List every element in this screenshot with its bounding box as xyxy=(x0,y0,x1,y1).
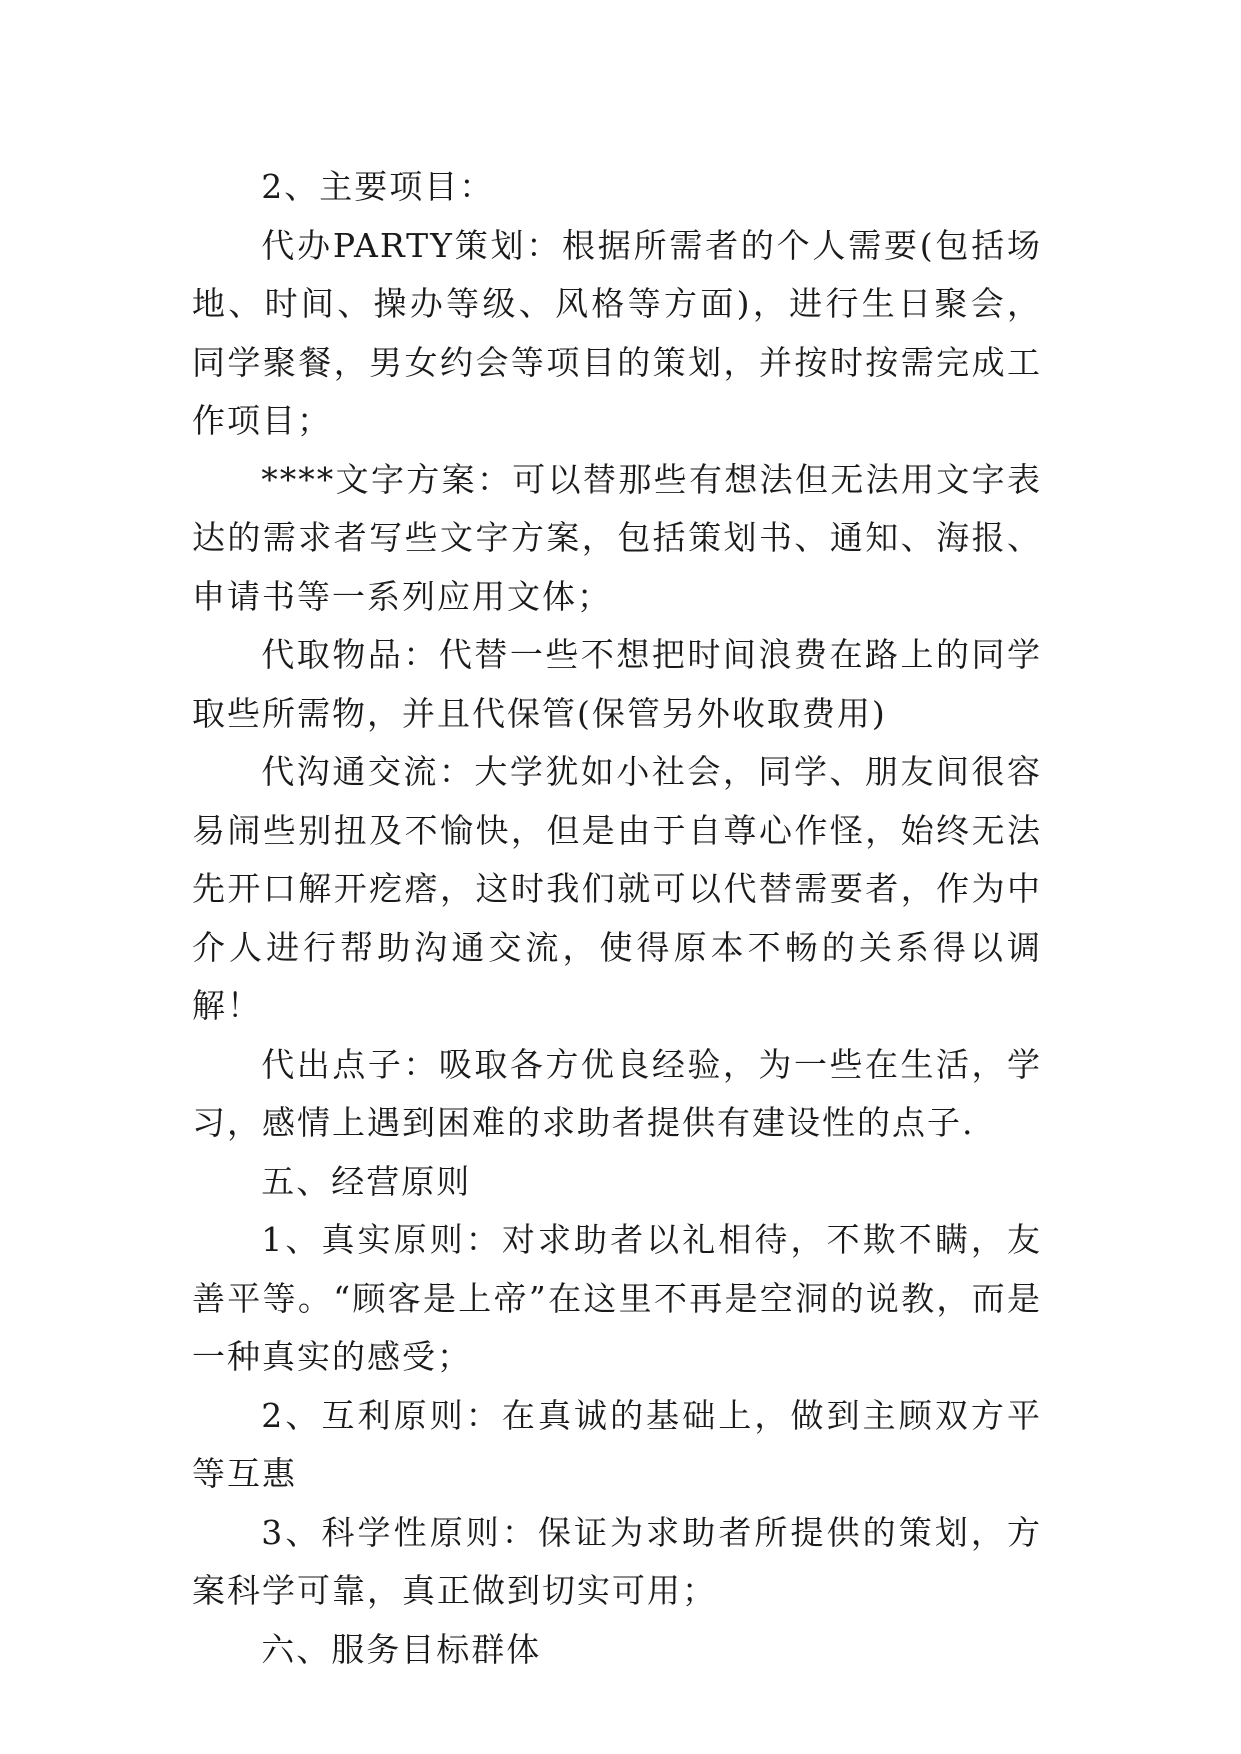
paragraph-principle-truth: 1、真实原则：对求助者以礼相待，不欺不瞒，友善平等。“顾客是上帝”在这里不再是空洞的说教，而是一种真实的感受； xyxy=(192,1220,1042,1376)
document-body xyxy=(192,158,1042,1679)
paragraph-target-groups-heading: 六、服务目标群体 xyxy=(261,1629,542,1669)
paragraph-principle-scientific: 3、科学性原则：保证为求助者所提供的策划，方案科学可靠，真正做到切实可用； xyxy=(192,1512,1042,1610)
paragraph-main-projects-heading: 2、主要项目： xyxy=(261,167,495,206)
paragraph-text-proposal: ****文字方案：可以替那些有想法但无法用文字表达的需求者写些文字方案，包括策划书、通知、海报、申请书等一系列应用文体； xyxy=(192,459,1042,616)
paragraph-party-planning: 代办PARTY策划：根据所需者的个人需要(包括场地、时间、操办等级、风格等方面)，进行生日聚会，同学聚餐，男女约会等项目的策划，并按时按需完成工作项目； xyxy=(192,225,1042,440)
paragraph-item-pickup: 代取物品：代替一些不想把时间浪费在路上的同学取些所需物，并且代保管(保管另外收取费用) xyxy=(192,635,1042,733)
paragraph-principle-mutual-benefit: 2、互利原则：在真诚的基础上，做到主顾双方平等互惠 xyxy=(192,1395,1042,1493)
paragraph-ideas: 代出点子：吸取各方优良经验，为一些在生活，学习，感情上遇到困难的求助者提供有建设性的点子. xyxy=(192,1044,1042,1142)
paragraph-communication: 代沟通交流：大学犹如小社会，同学、朋友间很容易闹些别扭及不愉快，但是由于自尊心作怪，始终无法先开口解开疙瘩，这时我们就可以代替需要者，作为中介人进行帮助沟通交流，使得原本不畅的关系得以调解！ xyxy=(192,752,1042,1025)
paragraph-business-principles-heading: 五、经营原则 xyxy=(261,1161,472,1201)
